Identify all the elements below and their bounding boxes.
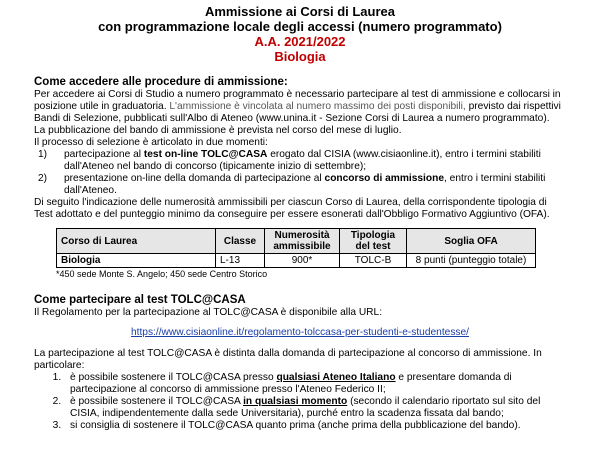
selection-intro: Il processo di selezione è articolato in due momenti: xyxy=(34,137,268,148)
col-classe: Classe xyxy=(216,229,265,254)
numbers-intro: Di seguito l'indicazione delle numerosità ammissibili per ciascun Corso di Laurea, della corrispondente tipologia di Test adottato e del punteggio minimo da conseguire per essere esonerati dall'Obbligo Formativo Aggiuntivo (OFA). xyxy=(34,197,550,220)
cell-tipologia: TOLC-B xyxy=(340,254,407,268)
cell-numerosita: 900* xyxy=(265,254,340,268)
regulation-link[interactable]: https://www.cisiaonline.it/regolamento-tolccasa-per-studenti-e-studentesse/ xyxy=(130,327,470,338)
table-footnote: *450 sede Monte S. Angelo; 450 sede Centro Storico xyxy=(56,269,268,279)
admission-table xyxy=(56,228,536,268)
selection-steps-list xyxy=(34,149,566,197)
document-header xyxy=(34,0,566,64)
participation-item-3: 3. si consiglia di sostenere il TOLC@CASA quanto prima (anche prima della pubblicazione del bando). xyxy=(64,420,566,432)
cell-corso: Biologia xyxy=(57,254,216,268)
participation-item-2: 2. è possibile sostenere il TOLC@CASA in qualsiasi momento (secondo il calendario riportato sul sito del CISIA, indipendentemente dalla sede Universitaria), purché entro la scadenza fissata dal bando; xyxy=(64,396,566,420)
col-soglia: Soglia OFA xyxy=(407,229,536,254)
participation-item-1: 1. è possibile sostenere il TOLC@CASA presso qualsiasi Ateneo Italiano e presentare domanda di partecipazione al concorso di ammissione presso l'Ateneo Federico II; xyxy=(64,372,566,396)
regulation-text: Il Regolamento per la partecipazione al TOLC@CASA è disponibile alla URL: xyxy=(34,307,383,318)
participation-list xyxy=(34,372,566,432)
col-corso: Corso di Laurea xyxy=(57,229,216,254)
course-subject: Biologia xyxy=(274,49,326,64)
table-row xyxy=(57,254,536,268)
cell-classe: L-13 xyxy=(216,254,265,268)
header-title: Ammissione ai Corsi di Laurea xyxy=(204,4,395,19)
header-subtitle: con programmazione locale degli accessi (numero programmato) xyxy=(98,19,502,34)
section-access-paragraph: Per accedere ai Corsi di Studio a numero programmato è necessario partecipare al test di ammissione e collocarsi in posizione utile in graduatoria. L'ammissione è vincolata al numero massimo dei posti disponibili, previsto dai rispettivi Bandi di Selezione, pubblicati sull'Albo di Ateneo (www.unina.it - Sezione Corsi di Laurea a numero programmato). xyxy=(34,89,561,124)
academic-year: A.A. 2021/2022 xyxy=(254,34,346,49)
cell-soglia: 8 punti (punteggio totale) xyxy=(407,254,536,268)
selection-step-1: 1) partecipazione al test on-line TOLC@CASA erogato dal CISIA (www.cisiaonline.it), entro i termini stabiliti dall'Ateneo nel bando di concorso (tipicamente inizio di settembre); xyxy=(38,149,541,172)
section-title-participate: Come partecipare al test TOLC@CASA xyxy=(34,294,246,306)
col-numerosita: Numerosità ammissibile xyxy=(265,229,340,254)
section-title-access: Come accedere alle procedure di ammissione: xyxy=(34,76,288,88)
participation-paragraph: La partecipazione al test TOLC@CASA è distinta dalla domanda di partecipazione al concorso di ammissione. In particolare: xyxy=(34,348,542,371)
col-tipologia: Tipologia del test xyxy=(340,229,407,254)
publication-note: La pubblicazione del bando di ammissione è prevista nel corso del mese di luglio. xyxy=(34,125,402,136)
selection-step-2: 2) presentazione on-line della domanda di partecipazione al concorso di ammissione, entro i termini stabiliti dall'Ateneo. xyxy=(38,173,546,196)
table-header-row xyxy=(57,229,536,254)
